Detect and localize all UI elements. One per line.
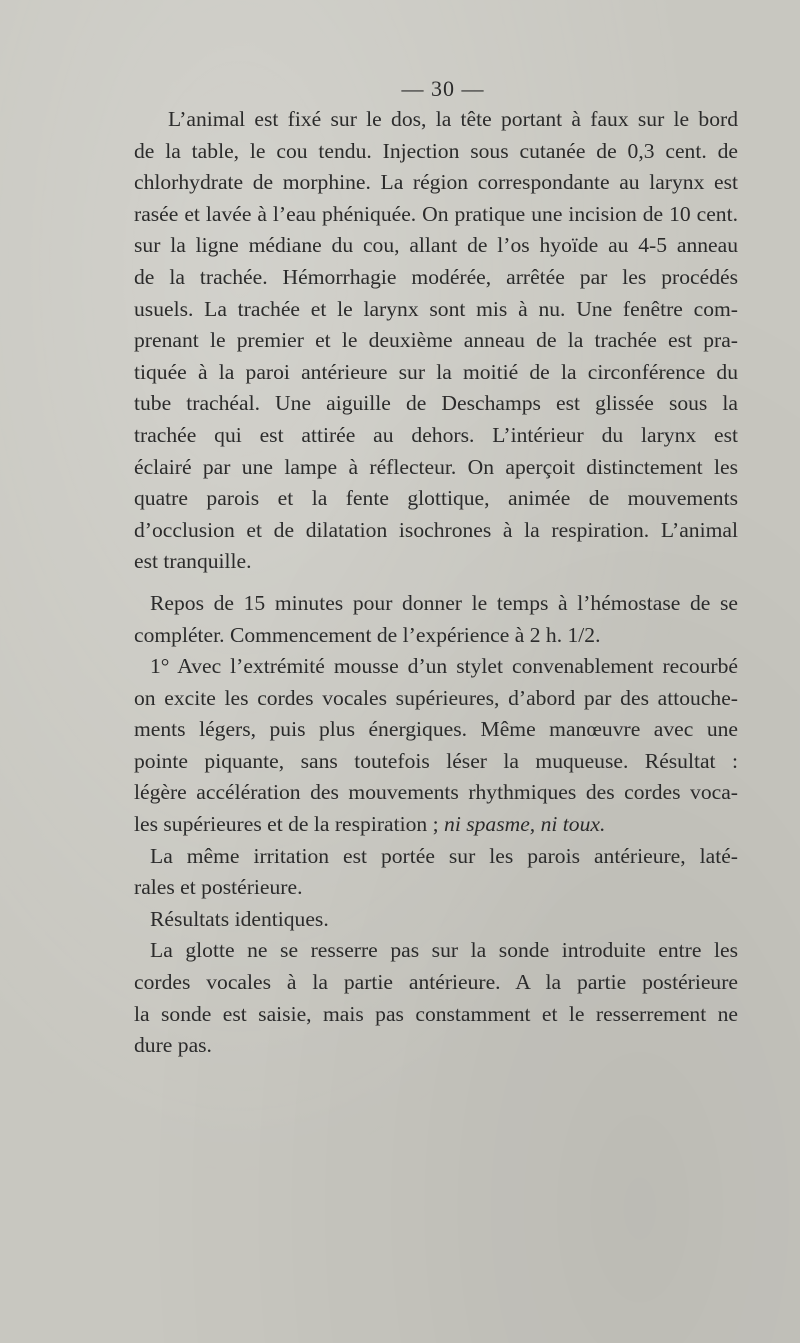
text-line: de la trachée. Hémorrhagie modérée, arrêtée par les procédés xyxy=(134,264,738,289)
body-text xyxy=(134,104,738,1062)
text-line: dure pas. xyxy=(134,1033,212,1058)
text-line: Résultats identiques. xyxy=(150,906,329,931)
text-line: on excite les cordes vocales supérieures, d’abord par des attouche- xyxy=(134,685,738,710)
text-line: tube trachéal. Une aiguille de Deschamps est glissée sous la xyxy=(134,391,738,416)
text-line: cordes vocales à la partie antérieure. A la partie postérieure xyxy=(134,970,738,995)
paragraph-3 xyxy=(134,651,738,841)
text-line: d’occlusion et de dilatation isochrones à la respiration. L’animal xyxy=(134,517,738,542)
paragraph-5 xyxy=(134,904,738,936)
text-line: quatre parois et la fente glottique, animée de mouvements xyxy=(134,486,738,511)
text-line: La même irritation est portée sur les parois antérieure, laté- xyxy=(150,843,738,868)
text-line: de la table, le cou tendu. Injection sous cutanée de 0,3 cent. de xyxy=(134,138,738,163)
text-line: ments légers, puis plus énergiques. Même manœuvre avec une xyxy=(134,717,738,742)
text-line: sur la ligne médiane du cou, allant de l’os hyoïde au 4-5 anneau xyxy=(134,233,738,258)
text-line: usuels. La trachée et le larynx sont mis à nu. Une fenêtre com- xyxy=(134,296,738,321)
page-number: — 30 — xyxy=(401,76,485,101)
text-line: légère accélération des mouvements rhythmiques des cordes voca- xyxy=(134,780,738,805)
text-line: la sonde est saisie, mais pas constamment et le resserrement ne xyxy=(134,1001,738,1026)
text-line: Repos de 15 minutes pour donner le temps à l’hémostase de se xyxy=(150,590,738,615)
paragraph-2 xyxy=(134,588,738,651)
text-line: prenant le premier et le deuxième anneau de la trachée est pra- xyxy=(134,328,738,353)
paragraph-1 xyxy=(134,104,738,578)
italic-phrase: ni spasme, ni toux. xyxy=(444,812,606,837)
text-line: est tranquille. xyxy=(134,549,252,574)
text-line: trachée qui est attirée au dehors. L’intérieur du larynx est xyxy=(134,422,738,447)
text-line: compléter. Commencement de l’expérience à 2 h. 1/2. xyxy=(134,622,601,647)
paragraph-4 xyxy=(134,841,738,904)
text-line: L’animal est fixé sur le dos, la tête portant à faux sur le bord xyxy=(168,107,738,131)
text-line: chlorhydrate de morphine. La région correspondante au larynx est xyxy=(134,170,738,195)
text-line xyxy=(134,809,738,841)
text-line: rasée et lavée à l’eau phéniquée. On pratique une incision de 10 cent. xyxy=(134,201,738,226)
text-line: 1° Avec l’extrémité mousse d’un stylet convenablement recourbé xyxy=(150,654,738,679)
text-line: tiquée à la paroi antérieure sur la moitié de la circonférence du xyxy=(134,359,738,384)
text-line: rales et postérieure. xyxy=(134,875,303,900)
text-line-start: les supérieures et de la respiration ; xyxy=(134,812,439,837)
paragraph-6 xyxy=(134,935,738,1061)
text-line: La glotte ne se resserre pas sur la sonde introduite entre les xyxy=(150,938,738,963)
text-line: pointe piquante, sans toutefois léser la muqueuse. Résultat : xyxy=(134,748,738,773)
text-line: éclairé par une lampe à réflecteur. On aperçoit distinctement les xyxy=(134,454,738,479)
